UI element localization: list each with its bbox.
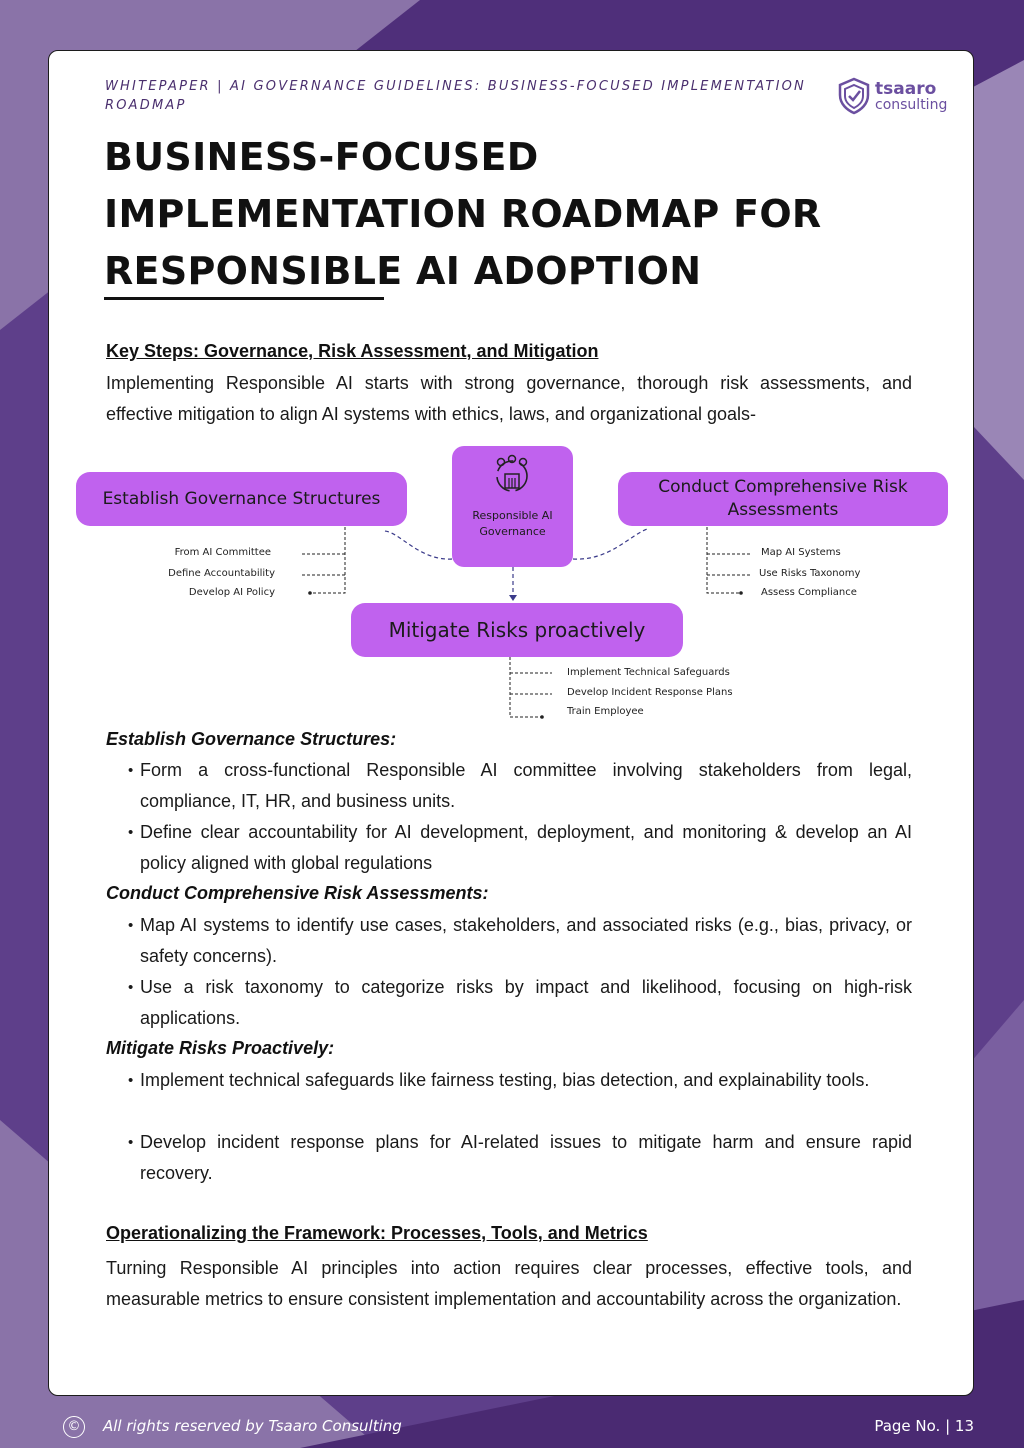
bullet-icon: • <box>128 1134 134 1151</box>
operationalizing-heading: Operationalizing the Framework: Processes, Tools, and Metrics <box>106 1223 648 1243</box>
key-steps-intro: Implementing Responsible AI starts with strong governance, thorough risk assessments, and effective mitigation to align AI systems with ethics, laws, and organizational goals- <box>106 373 912 424</box>
shield-icon <box>837 77 871 115</box>
section-governance-title: Establish Governance Structures: <box>106 729 397 749</box>
page-title: BUSINESS-FOCUSED IMPLEMENTATION ROADMAP FOR RESPONSIBLE AI ADOPTION <box>104 135 822 293</box>
bottom-item-1: Implement Technical Safeguards <box>567 667 730 678</box>
right-item-1: Map AI Systems <box>761 547 841 558</box>
bottom-item-2: Develop Incident Response Plans <box>567 687 733 698</box>
bullet-icon: • <box>128 979 134 996</box>
section-risk-title: Conduct Comprehensive Risk Assessments: <box>106 883 489 903</box>
whitepaper-breadcrumb: WHITEPAPER | AI GOVERNANCE GUIDELINES: BUSINESS-FOCUSED IMPLEMENTATION ROADMAP <box>105 79 806 113</box>
left-item-3: Develop AI Policy <box>188 587 275 598</box>
page-card <box>48 50 974 1396</box>
bullet-icon: • <box>128 1072 134 1089</box>
footer-rights: All rights reserved by Tsaaro Consulting <box>103 1417 402 1435</box>
title-underline <box>104 297 384 300</box>
center-label: Responsible AI Governance <box>472 509 553 538</box>
risk-assessment-box: Conduct Comprehensive Risk Assessments <box>618 472 948 526</box>
bullet-icon: • <box>128 917 134 934</box>
left-item-2: Define Accountability <box>168 568 275 579</box>
responsible-ai-center-box <box>452 446 573 567</box>
mitigate-risks-box: Mitigate Risks proactively <box>351 603 683 657</box>
list-item: • Form a cross-functional Responsible AI committee involving stakeholders from legal, compliance, IT, HR, and business units. <box>128 755 912 817</box>
bullet-icon: • <box>128 824 134 841</box>
tsaaro-logo <box>837 77 947 117</box>
page-number: Page No. | 13 <box>874 1417 974 1435</box>
bullet-icon: • <box>128 762 134 779</box>
logo-subtitle: consulting <box>875 97 948 113</box>
operationalizing-text: Turning Responsible AI principles into action requires clear processes, effective tools, and measurable metrics to ensure consistent implementation and accountability across the organization. <box>106 1258 912 1309</box>
list-item: • Use a risk taxonomy to categorize risks by impact and likelihood, focusing on high-risk applications. <box>128 972 912 1034</box>
logo-name: tsaaro <box>875 79 937 99</box>
establish-governance-box: Establish Governance Structures <box>76 472 407 526</box>
key-steps-heading: Key Steps: Governance, Risk Assessment, and Mitigation <box>106 341 599 361</box>
list-item: • Map AI systems to identify use cases, stakeholders, and associated risks (e.g., bias, privacy, or safety concerns). <box>128 910 912 972</box>
list-item: • Develop incident response plans for AI-related issues to mitigate harm and ensure rapid recovery. <box>128 1127 912 1189</box>
right-item-2: Use Risks Taxonomy <box>759 568 861 579</box>
copyright-icon: © <box>63 1416 85 1438</box>
list-item: • Implement technical safeguards like fairness testing, bias detection, and explainability tools. <box>128 1065 912 1096</box>
bottom-item-3: Train Employee <box>567 706 644 717</box>
team-governance-icon <box>492 454 532 500</box>
left-item-1: From AI Committee <box>174 547 271 558</box>
section-mitigate-title: Mitigate Risks Proactively: <box>106 1038 335 1058</box>
right-item-3: Assess Compliance <box>761 587 857 598</box>
list-item: • Define clear accountability for AI development, deployment, and monitoring & develop an AI policy aligned with global regulations <box>128 817 912 879</box>
